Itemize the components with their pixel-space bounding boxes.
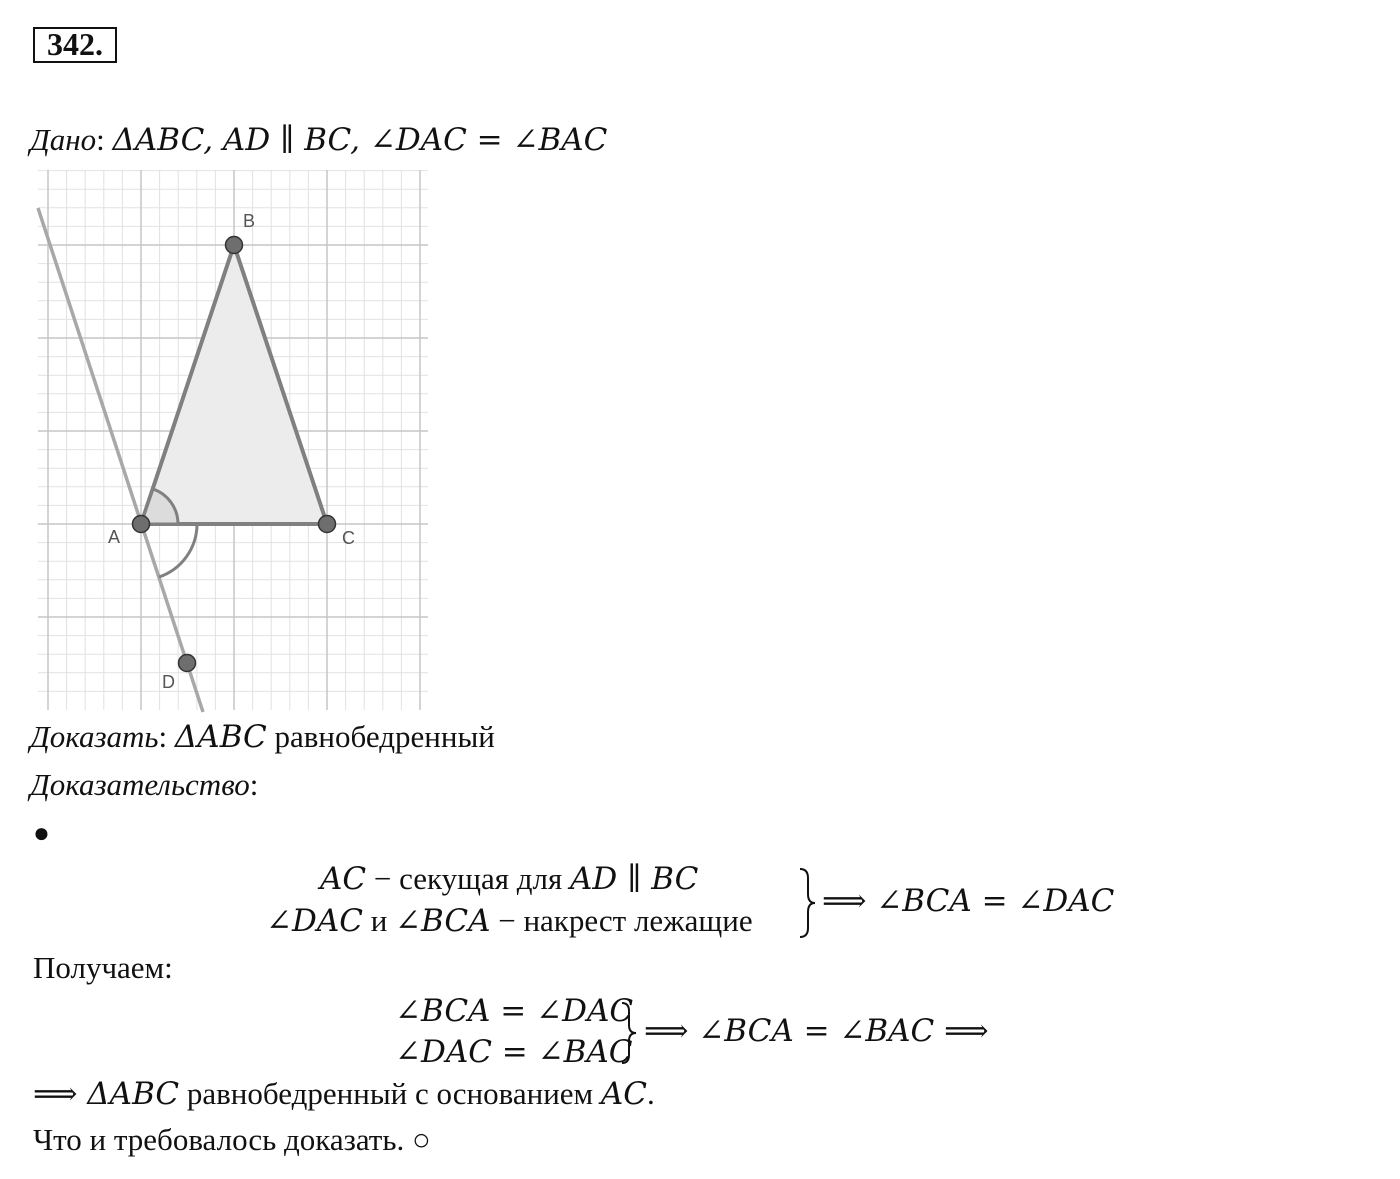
prove-sep: : bbox=[158, 719, 168, 754]
qed-line: Что и требовалось доказать. ○ bbox=[33, 1122, 431, 1157]
obtain-text: Получаем: bbox=[33, 950, 173, 985]
system1-brace bbox=[796, 866, 818, 940]
system2-row1: ∠BCA = ∠DAC bbox=[395, 993, 634, 1029]
conclusion-dot: . bbox=[647, 1076, 655, 1111]
prove-line bbox=[30, 719, 495, 755]
proof-heading bbox=[30, 767, 258, 803]
point-d bbox=[179, 655, 196, 672]
label-c: C bbox=[342, 528, 355, 548]
problem-number: 342. bbox=[33, 27, 117, 63]
prove-math: ΔABC bbox=[174, 719, 267, 755]
point-a bbox=[133, 516, 150, 533]
proof-sep: : bbox=[249, 767, 259, 802]
label-d: D bbox=[162, 672, 175, 692]
system2-row2: ∠DAC = ∠BAC bbox=[395, 1034, 633, 1070]
system1-result: ⟹ ∠BCA = ∠DAC bbox=[822, 883, 1115, 919]
bullet: ● bbox=[33, 818, 50, 849]
conclusion-line bbox=[33, 1076, 655, 1112]
proof-label: Доказательство bbox=[30, 767, 250, 802]
system1-row2-math1: ∠DAC bbox=[266, 903, 363, 939]
triangle-abc bbox=[141, 245, 327, 524]
given-sep: : bbox=[96, 122, 105, 157]
conclusion-math2: AC bbox=[600, 1076, 648, 1112]
label-b: B bbox=[243, 211, 256, 231]
system2-brace bbox=[618, 1000, 640, 1066]
system1-row2 bbox=[266, 903, 753, 939]
system1-row1-text: − секущая для bbox=[366, 861, 571, 896]
point-c bbox=[319, 516, 336, 533]
given-label: Дано bbox=[30, 122, 97, 157]
prove-text: равнобедренный bbox=[266, 719, 495, 754]
system2-result: ⟹ ∠BCA = ∠BAC ⟹ bbox=[644, 1013, 989, 1049]
conclusion-text: равнобедренный с основанием bbox=[179, 1076, 601, 1111]
system1-row1-math1: AC bbox=[320, 861, 367, 897]
prove-label: Доказать bbox=[30, 719, 159, 754]
given-math: ΔABC, AD ∥ BC, ∠DAC = ∠BAC bbox=[112, 122, 608, 158]
system1-row1 bbox=[320, 861, 698, 897]
given-line bbox=[30, 122, 607, 158]
label-a: A bbox=[108, 527, 121, 547]
conclusion-math1: ⟹ ΔABC bbox=[33, 1076, 180, 1112]
system1-row2-text1: и bbox=[362, 903, 396, 938]
geometry-figure bbox=[0, 160, 440, 715]
system1-row2-math2: ∠BCA bbox=[395, 903, 491, 939]
system1-row2-text2: − накрест лежащие bbox=[490, 903, 753, 938]
point-b bbox=[226, 237, 243, 254]
system1-row1-math2: AD ∥ BC bbox=[570, 861, 699, 897]
